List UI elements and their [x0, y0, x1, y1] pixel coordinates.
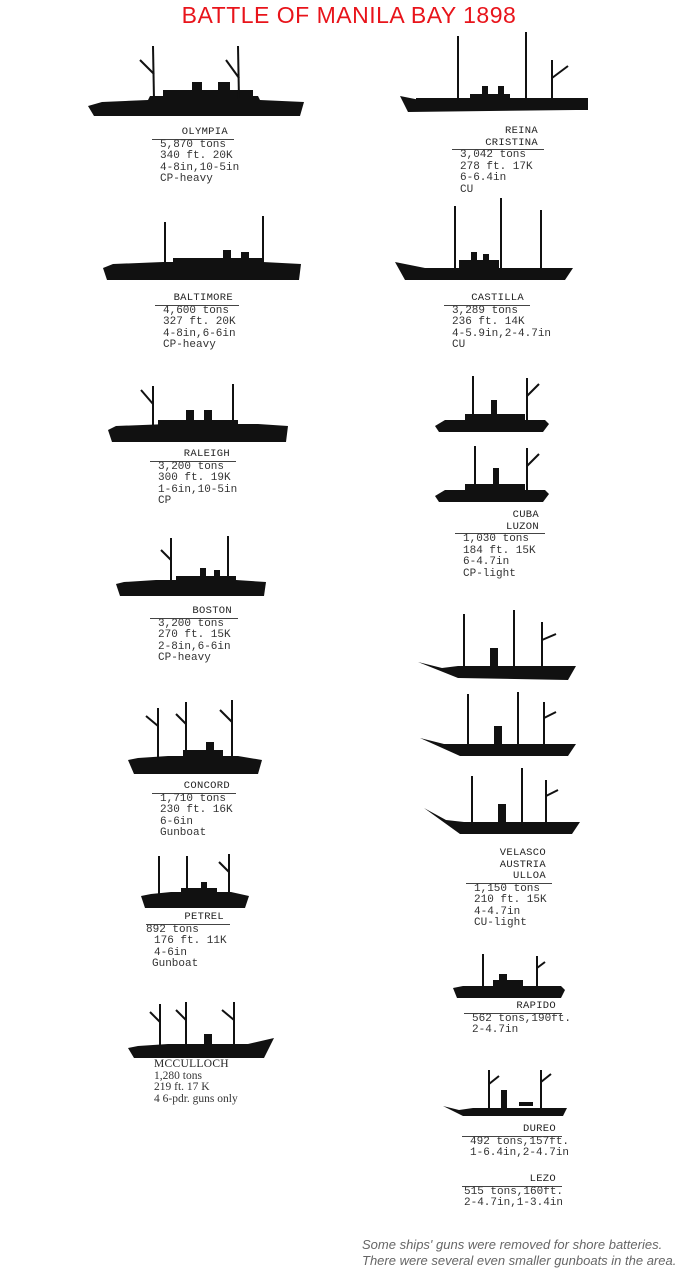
- ship-name: AUSTRIA: [499, 858, 546, 871]
- reina-cristina-card: REINA CRISTINA 3,042 tons 278 ft. 17K 6-6.4in CU: [452, 126, 544, 196]
- concord-silhouette: [128, 698, 264, 776]
- ship-name: ULLOA: [466, 871, 552, 884]
- boston-card: BOSTON 3,200 tons 270 ft. 15K 2-8in,6-6in CP-heavy: [150, 606, 238, 665]
- castilla-silhouette: [395, 196, 579, 282]
- ship-name: PETREL: [146, 912, 230, 925]
- footnote-line: There were several even smaller gunboats in the area.: [362, 1253, 677, 1268]
- ship-name: CASTILLA: [444, 293, 530, 306]
- ship-name: RALEIGH: [150, 449, 236, 462]
- mcculloch-card: MCCULLOCH 1,280 tons 219 ft. 17 K 4 6-pdr. guns only: [144, 1059, 274, 1105]
- ship-name: DUREO: [462, 1124, 562, 1137]
- baltimore-card: BALTIMORE 4,600 tons 327 ft. 20K 4-8in,6-6in CP-heavy: [155, 293, 239, 352]
- ship-name: REINA CRISTINA: [452, 126, 544, 150]
- lezo-card: LEZO 515 tons,160ft. 2-4.7in,1-3.4in: [464, 1173, 564, 1209]
- ship-name: CONCORD: [152, 781, 236, 794]
- footnote-line: Some ships' guns were removed for shore batteries.: [362, 1237, 663, 1252]
- page-title: BATTLE OF MANILA BAY 1898: [181, 2, 517, 28]
- ship-name: BOSTON: [150, 606, 238, 619]
- ship-name: CUBA: [512, 509, 539, 521]
- baltimore-silhouette: [103, 212, 303, 284]
- ulloa-silhouette: [424, 766, 584, 838]
- velasco-silhouette: [418, 608, 580, 682]
- raleigh-silhouette: [108, 380, 290, 444]
- cuba-silhouette: [435, 374, 551, 434]
- ship-name: OLYMPIA: [152, 127, 234, 140]
- ship-name: LEZO: [462, 1174, 562, 1187]
- luzon-silhouette: [435, 444, 551, 504]
- dureo-card: DUREO 492 tons,157ft. 1-6.4in,2-4.7in: [462, 1124, 562, 1160]
- ship-name: MCCULLOCH: [154, 1058, 229, 1070]
- concord-card: CONCORD 1,710 tons 230 ft. 16K 6-6in Gunboat: [152, 781, 236, 840]
- ship-name: RAPIDO: [464, 1001, 562, 1014]
- ship-name: VELASCO: [499, 847, 546, 859]
- ship-name: LUZON: [455, 522, 545, 535]
- rapido-card: RAPIDO 562 tons,190ft. 2-4.7in: [464, 1001, 562, 1037]
- castilla-card: CASTILLA 3,289 tons 236 ft. 14K 4-5.9in,2-4.7in CU: [444, 293, 530, 352]
- olympia-silhouette: [88, 42, 308, 120]
- petrel-card: PETREL 892 tons 176 ft. 11K 4-6in Gunboat: [146, 912, 230, 971]
- austria-silhouette: [420, 690, 580, 760]
- dureo-silhouette: [443, 1066, 571, 1118]
- ship-name: BALTIMORE: [155, 293, 239, 306]
- olympia-card: OLYMPIA 5,870 tons 340 ft. 20K 4-8in,10-5in CP-heavy: [152, 127, 234, 186]
- cuba-luzon-card: CUBA LUZON 1,030 tons 184 ft. 15K 6-4.7in CP-light: [455, 510, 545, 580]
- reina-cristina-silhouette: [400, 30, 590, 114]
- footnote: [362, 1237, 676, 1269]
- petrel-silhouette: [141, 852, 251, 910]
- rapido-silhouette: [453, 952, 567, 1000]
- raleigh-card: RALEIGH 3,200 tons 300 ft. 19K 1-6in,10-5in CP: [150, 449, 236, 508]
- velasco-card: VELASCO AUSTRIA ULLOA 1,150 tons 210 ft. 15K 4-4.7in CU-light: [466, 848, 552, 930]
- boston-silhouette: [116, 534, 268, 598]
- mcculloch-silhouette: [128, 998, 276, 1062]
